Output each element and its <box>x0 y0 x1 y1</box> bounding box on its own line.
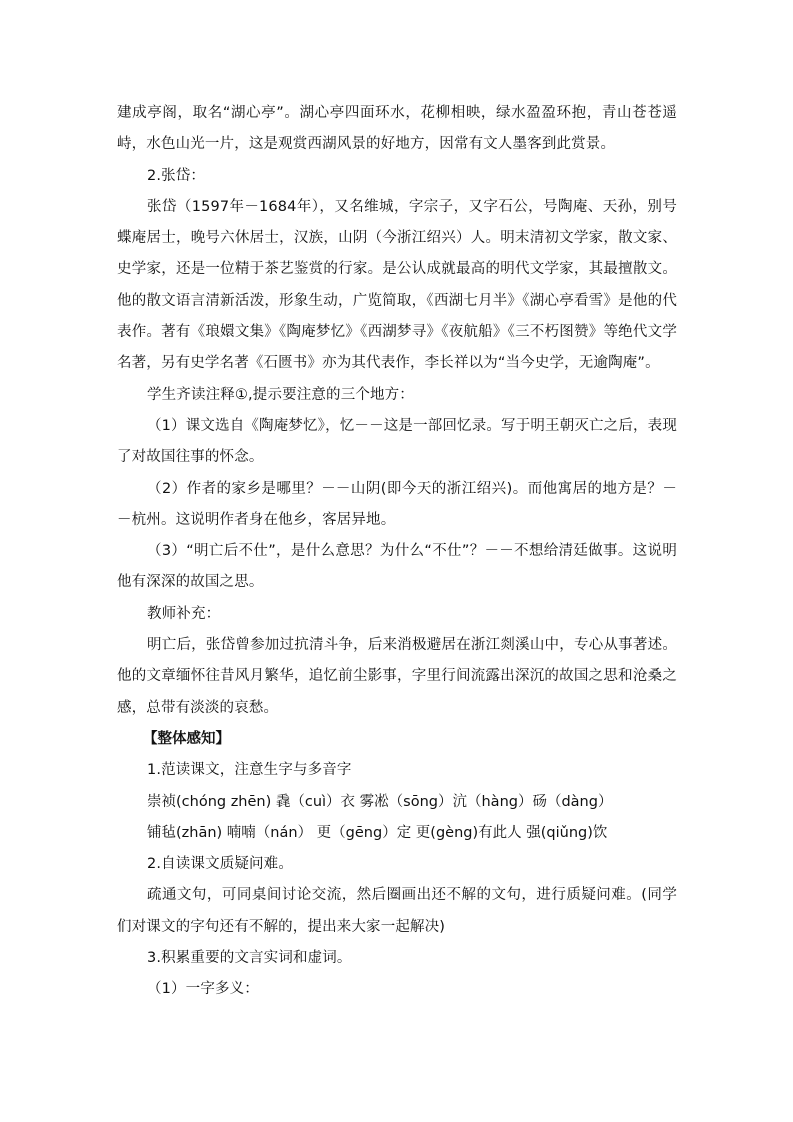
item-vocabulary: 3.积累重要的文言实词和虚词。 <box>147 950 352 967</box>
item-polysemy: （1）一字多义： <box>147 981 259 998</box>
item-read-aloud: 1.范读课文，注意生字与多音字 <box>147 762 352 779</box>
paragraph-note-3: （3）“明亡后不仕”，是什么意思？为什么“不仕”？－－不想给清廷做事。这说明他有深深的故国之思。 <box>117 543 677 591</box>
paragraph-teacher-label: 教师补充： <box>147 605 221 622</box>
paragraph-note-intro: 学生齐读注释①,提示要注意的三个地方： <box>147 386 414 403</box>
section-title-zhangdai: 2.张岱： <box>147 167 206 184</box>
paragraph-note-1: （1）课文选自《陶庵梦忆》，忆－－这是一部回忆录。写于明王朝灭亡之后，表现了对故国往事的怀念。 <box>117 417 677 466</box>
pinyin-line-2: 铺毡(zhān) 喃喃（nán） 更（gēng）定 更(gèng)有此人 强(qiǔng)饮 <box>147 824 608 841</box>
paragraph-discussion: 疏通文句，可同桌间讨论交流，然后圈画出还不解的文句，进行质疑问难。(同学们对课文的字句还有不解的，提出来大家一起解决) <box>117 887 677 935</box>
paragraph-teacher-supplement: 明亡后，张岱曾参加过抗清斗争，后来消极避居在浙江剡溪山中，专心从事著述。他的文章缅怀往昔风月繁华，追忆前尘影事，字里行间流露出深沉的故国之思和沧桑之感，总带有淡淡的哀愁。 <box>117 637 677 716</box>
document-body <box>117 98 677 1006</box>
section-heading-overall: 【整体感知】 <box>143 730 230 747</box>
item-self-read: 2.自读课文质疑问难。 <box>147 856 293 873</box>
paragraph-zhangdai-bio: 张岱（1597年－1684年），又名维城，字宗子，又字石公，号陶庵、天孙，别号蝶庵居士，晚号六休居士，汉族，山阴（今浙江绍兴）人。明末清初文学家，散文家、史学家，还是一位精于茶艺鉴赏的行家。是公认成就最高的明代文学家，其最擅散文。他的散文语言清新活泼，形象生动，广览简取，《西湖七月半》《湖心亭看雪》是他的代表作。著有《琅嬛文集》《陶庵梦忆》《西湖梦寻》《夜航船》《三不朽图赞》等绝代文学名著，另有史学名著《石匮书》亦为其代表作，李长祥以为“当今史学，无逾陶庵”。 <box>117 198 677 372</box>
pinyin-line-1: 崇祯(chóng zhēn) 毳（cuì）衣 雾凇（sōng）沆（hàng）砀（dàng） <box>147 793 613 810</box>
paragraph-huxinting: 建成亭阁，取名“湖心亭”。湖心亭四面环水，花柳相映，绿水盈盈环抱，青山苍苍遥峙，水色山光一片，这是观赏西湖风景的好地方，因常有文人墨客到此赏景。 <box>117 105 677 153</box>
paragraph-note-2: （2）作者的家乡是哪里？－－山阴(即今天的浙江绍兴)。而他寓居的地方是？－－杭州。这说明作者身在他乡，客居异地。 <box>117 480 677 528</box>
